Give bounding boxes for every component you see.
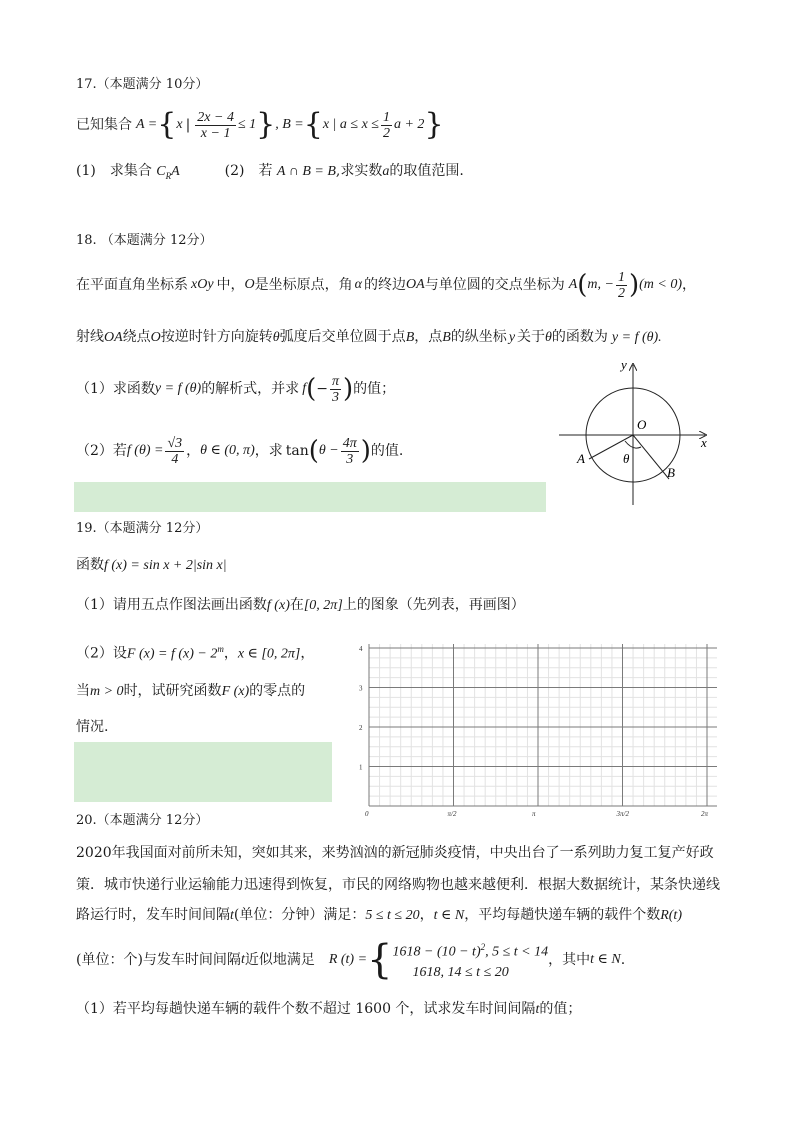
- q18-part2: [76, 434, 403, 468]
- q18-p2b: ，: [186, 443, 201, 459]
- q18-l2-B2: B: [442, 330, 451, 345]
- x-tick-label: 0: [365, 810, 369, 818]
- q20-l3b: (单位：分钟）满足：: [233, 907, 366, 923]
- q17-part2: (2) 若: [224, 163, 273, 179]
- y-tick-label: 3: [359, 684, 363, 693]
- q20-line3: [76, 906, 682, 925]
- q19-l2m: m > 0: [90, 684, 124, 699]
- q17-bar: |: [185, 117, 191, 133]
- q17-setA-var: x: [176, 117, 183, 132]
- q17-header: 17.（本题满分 10分）: [76, 77, 209, 92]
- q18-l2d: 弧度后交单位圆于点: [279, 329, 406, 345]
- q19-part2-line3: 情况.: [76, 719, 109, 735]
- q17-setB-lhs: , B =: [275, 117, 304, 132]
- q18-p2-theta: θ −: [318, 443, 339, 458]
- q20-case1-cond: , 5 ≤ t < 14: [485, 944, 549, 960]
- q18-p2-paren-open: (: [308, 436, 319, 466]
- q20-p1-t: t: [535, 1002, 540, 1017]
- q19-p1b: 在: [289, 597, 304, 613]
- q20-l3d: ，: [419, 907, 434, 923]
- y-tick-label: 1: [359, 763, 363, 772]
- q18-header: 18. （本题满分 12分）: [76, 233, 213, 248]
- q18-l1-end: ，: [682, 277, 697, 293]
- q18-l2h: 的函数为: [551, 329, 608, 345]
- q18-l1-OA: OA: [406, 277, 425, 292]
- q18-l2-OA: OA: [104, 330, 123, 345]
- q18-l2g: 关于: [517, 329, 546, 345]
- q19-l2b: 时，试研究函数: [123, 683, 222, 699]
- q17-setB-den: 2: [382, 125, 390, 141]
- q19-l2c: 的零点的: [249, 683, 306, 699]
- q18-l1-frac: [616, 270, 627, 301]
- q19-part1: [76, 596, 525, 615]
- q18-p2c: ，求: [254, 443, 283, 459]
- q20-p1b: 的值；: [539, 1001, 582, 1017]
- q18-l2b: 绕点: [122, 329, 151, 345]
- q19-part2-line2: [76, 682, 305, 701]
- q18-line1: [76, 268, 696, 302]
- fig-O-label: O: [637, 417, 647, 432]
- q18-p1-frac: [330, 374, 341, 405]
- q18-l1a: 在平面直角坐标系: [76, 277, 188, 293]
- q17-part2-text: ,求实数: [335, 163, 383, 179]
- q18-p1b: 的解析式，并求: [201, 381, 300, 397]
- q18-green-highlight: [74, 482, 546, 512]
- q20-l4e: .: [620, 952, 626, 968]
- q18-l2f: 的纵坐标: [450, 329, 507, 345]
- q19-part2: [76, 640, 314, 664]
- q17-brace-close: }: [256, 107, 276, 142]
- q17-setB-cond: x | a ≤ x ≤: [322, 117, 379, 132]
- q19-p1-int: [0, 2π]: [303, 598, 343, 613]
- q17-setB-num: 1: [382, 109, 390, 125]
- x-tick-label: 2π: [701, 810, 709, 818]
- q20-case1-sup: 2: [480, 942, 486, 953]
- q19-p2a: （2）设: [76, 645, 127, 662]
- y-tick-label: 2: [359, 724, 363, 732]
- q17-setA-lhs: A =: [136, 117, 158, 132]
- q20-case1: [393, 937, 549, 963]
- q18-p1-paren-open: (: [306, 374, 317, 404]
- x-tick-label: π: [532, 810, 536, 818]
- fig-theta-label: θ: [623, 451, 630, 466]
- q18-p1-neg: −: [316, 381, 328, 397]
- q17-part1-math: C: [156, 164, 166, 179]
- q18-l1b: 中，: [216, 277, 245, 293]
- q17-intro: 已知集合: [76, 117, 132, 133]
- q18-l2-O: O: [150, 330, 161, 345]
- q18-p2-f: f (θ) =: [126, 443, 164, 458]
- q17-setA-frac: [195, 110, 236, 141]
- q17-parts: [76, 162, 464, 185]
- x-tick-label: 3π/2: [616, 810, 629, 818]
- q18-p2-end: 的值.: [370, 443, 404, 459]
- q17-setA-num: 2x − 4: [197, 109, 234, 125]
- q19-p2-sup: m: [217, 644, 224, 654]
- q18-l2-theta: θ: [272, 330, 280, 345]
- q19-p2b: ，: [223, 645, 238, 662]
- q20-line2: 策．城市快递行业运输能力迅速得到恢复，市民的网络购物也越来越便利．根据大数据统计，某条快递线: [76, 877, 720, 893]
- q18-line2: [76, 328, 662, 347]
- q18-p2-frac2: [341, 436, 359, 467]
- q17-braceB-open: {: [303, 107, 323, 142]
- fig-y-label: y: [621, 357, 627, 372]
- q19-l2F: F (x): [221, 684, 250, 699]
- q20-l4-t: t: [240, 952, 245, 967]
- q17-setB-frac: [381, 110, 392, 141]
- q18-l1-m: m, −: [587, 277, 614, 292]
- q20-part1: [76, 1000, 581, 1019]
- q19-fn-b: f (x) = sin x + 2|sin x|: [104, 558, 227, 573]
- q19-p1c: 上的图象（先列表，再画图）: [342, 597, 525, 613]
- q19-l2a: 当: [76, 683, 90, 699]
- q18-l2-B: B: [405, 330, 415, 345]
- q19-p2-dom: x ∈ [0, 2π]: [237, 646, 301, 662]
- q18-l1-fn: 1: [617, 269, 625, 285]
- q17-part1: (1) 求集合: [76, 163, 152, 179]
- q18-p1a: （1）求函数: [76, 381, 155, 397]
- q18-l2a: 射线: [76, 329, 104, 345]
- q18-l2c: 按逆时针方向旋转: [160, 329, 273, 345]
- q18-l2-fn: y = f (θ).: [611, 330, 662, 345]
- fig-A-label: A: [577, 451, 585, 466]
- q20-l4c: ，其中: [548, 952, 591, 968]
- q20-l4d: t ∈ N: [590, 952, 621, 967]
- q18-l1-paren-open: (: [577, 270, 588, 300]
- q20-header: 20.（本题满分 12分）: [76, 813, 209, 828]
- q20-l4-R: R (t) =: [328, 952, 368, 967]
- fig-B-label: B: [667, 465, 675, 480]
- q18-p2-den2: 3: [346, 451, 354, 467]
- q18-p1-paren-close: ): [342, 374, 354, 404]
- q18-l2-y: y: [508, 330, 516, 345]
- q20-case2: 1618, 14 ≤ t ≤ 20: [412, 964, 509, 980]
- unit-circle-figure: [555, 355, 725, 507]
- q20-p1a: （1）若平均每趟快递车辆的载件个数不超过 1600 个，试求发车时间间隔: [76, 1001, 536, 1017]
- q19-fn-a: 函数: [76, 557, 104, 573]
- q18-p2-frac: [165, 436, 184, 467]
- x-tick-label: π/2: [447, 810, 457, 818]
- q18-p1-f: f: [302, 381, 307, 396]
- q18-p2-den: 4: [171, 451, 179, 467]
- q17-setA-den: x − 1: [200, 125, 231, 141]
- q17-brace-open: {: [157, 107, 177, 142]
- q18-l1-xoy: xOy: [191, 277, 214, 292]
- q19-function: [76, 556, 227, 575]
- q19-green-highlight: [74, 742, 332, 802]
- q19-p1-fn: f (x): [266, 598, 290, 613]
- q18-l2e: ，点: [414, 329, 443, 345]
- q18-part1: [76, 372, 395, 406]
- q18-p2-tan: tan: [285, 443, 309, 459]
- q17-part2-var: a: [382, 164, 390, 179]
- q20-l3c: 5 ≤ t ≤ 20: [365, 908, 420, 923]
- q18-l1-alpha: α: [354, 277, 363, 292]
- q18-l1-O: O: [244, 277, 255, 292]
- q17-sets: [76, 104, 444, 146]
- q18-p2-dom: θ ∈ (0, π): [200, 443, 255, 458]
- q17-setB-tail: a + 2: [393, 117, 425, 132]
- q20-l3a: 路运行时，发车时间间隔: [76, 907, 230, 923]
- q18-p2a: （2）若: [76, 443, 127, 459]
- y-tick-label: 4: [359, 645, 363, 653]
- q18-p1-den: 3: [331, 389, 339, 405]
- q20-case1-expr: 1618 − (10 − t): [392, 944, 481, 960]
- q20-line4: [76, 938, 625, 982]
- q19-header: 19.（本题满分 12分）: [76, 521, 209, 536]
- q19-p2c: ，: [300, 645, 315, 662]
- q17-part1-sub: R: [165, 170, 172, 181]
- q18-l1-pt: A: [568, 277, 578, 292]
- q18-l1-fd: 2: [617, 285, 625, 301]
- q18-l1d: 的终边: [364, 277, 407, 293]
- q19-p1a: （1）请用五点作图法画出函数: [76, 597, 267, 613]
- q18-p1-fn: y = f (θ): [154, 381, 202, 396]
- q19-p2-fn: F (x) = f (x) − 2: [126, 646, 218, 662]
- q18-l1-paren-close: ): [628, 270, 640, 300]
- ray-OB: [633, 435, 669, 479]
- q18-p2-num: √3: [167, 435, 183, 451]
- fig-x-label: x: [701, 435, 707, 450]
- q18-l1e: 与单位圆的交点坐标为: [424, 277, 565, 293]
- q18-l1c: 是坐标原点，角: [254, 277, 353, 293]
- q20-l4a: (单位：个)与发车时间间隔: [76, 952, 241, 968]
- q17-part2-end: 的取值范围.: [389, 163, 464, 179]
- q18-p2-paren-close: ): [360, 436, 371, 466]
- q17-setA-rel: ≤ 1: [237, 117, 257, 132]
- q18-l1-cond: (m < 0): [639, 277, 683, 292]
- minor-grid-lines: [369, 644, 717, 806]
- q20-l3-R: R(t): [660, 908, 682, 923]
- q18-p1-end: 的值；: [353, 381, 396, 397]
- q18-l2-theta2: θ: [545, 330, 552, 345]
- q20-l3f: ，平均每趟快递车辆的载件个数: [464, 907, 661, 923]
- q18-p1-num: π: [331, 373, 339, 389]
- q20-l4b: 近似地满足: [244, 952, 315, 968]
- plot-grid: [355, 630, 723, 820]
- q18-p2-num2: 4π: [342, 435, 357, 451]
- q20-piecewise-brace: {: [367, 937, 393, 983]
- q17-part1-end: A: [171, 164, 180, 179]
- q20-piecewise: [393, 937, 549, 983]
- q20-line1: 2020年我国面对前所未知，突如其来，来势汹汹的新冠肺炎疫情，中央出台了一系列助力复工复产好政: [76, 845, 714, 861]
- q17-braceB-close: }: [424, 107, 444, 142]
- q20-l3-t: t: [230, 908, 234, 923]
- q17-part2-math: A ∩ B = B: [276, 164, 336, 179]
- q20-l3e: t ∈ N: [433, 908, 465, 923]
